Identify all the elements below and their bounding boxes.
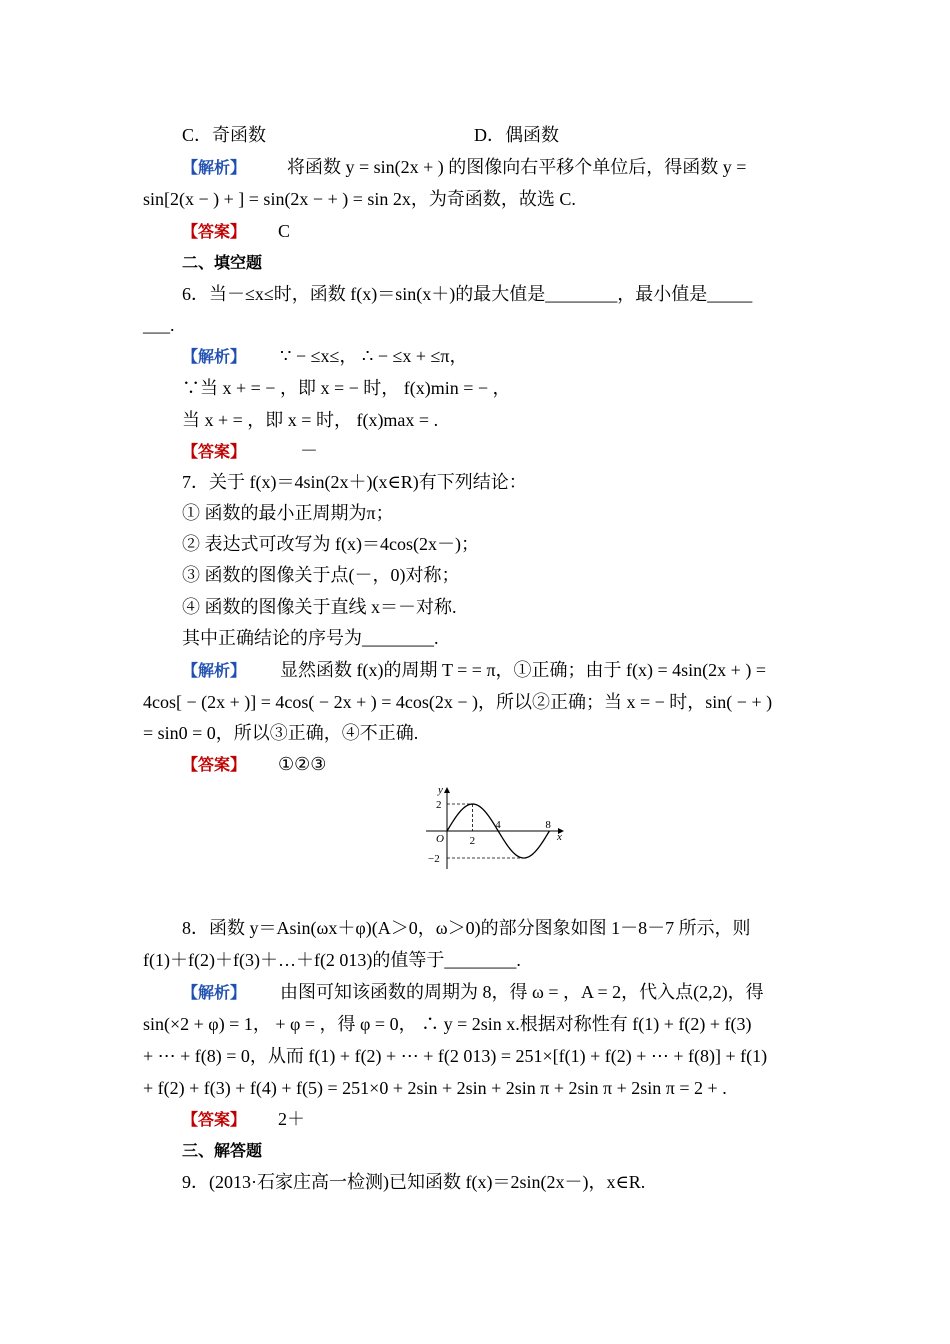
question-9: 9．(2013·石家庄高一检测)已知函数 f(x)＝2sin(2x－)，x∈R. (182, 1172, 646, 1192)
analysis-8-line1: 由图可知该函数的周期为 8，得 ω = ，A = 2，代入点(2,2)，得 (280, 982, 764, 1002)
analysis-6-line1: ∵ − ≤x≤， ∴ − ≤x + ≤π， (280, 346, 468, 366)
answer-label: 【答案】 (182, 442, 247, 461)
answer-5: C (278, 221, 291, 241)
analysis-6-line2: ∵当 x + = − ，即 x = − 时， f(x)min = − ， (182, 378, 511, 398)
answer-8: 2＋ (278, 1109, 305, 1129)
question-7-item2: ② 表达式可改写为 f(x)＝4cos(2x－)； (182, 534, 479, 554)
option-c: C．奇函数 (182, 125, 267, 145)
answer-label: 【答案】 (182, 1110, 247, 1129)
option-d: D．偶函数 (474, 125, 559, 145)
question-7-prompt: 其中正确结论的序号为________. (182, 628, 439, 648)
analysis-label: 【解析】 (182, 983, 247, 1002)
answer-7: ①②③ (278, 754, 327, 774)
answer-6: － (300, 441, 318, 461)
y-axis-arrow (444, 787, 450, 793)
analysis-text-5: 将函数 y = sin(2x + ) 的图像向右平移个单位后，得函数 y = (287, 157, 747, 177)
question-7-item1: ① 函数的最小正周期为π； (182, 503, 394, 523)
sine-graph (420, 783, 580, 873)
question-7-item4: ④ 函数的图像关于直线 x＝－对称. (182, 597, 457, 617)
question-8: 8．函数 y＝Asin(ωx＋φ)(A＞0，ω＞0)的部分图象如图 1－8－7 所示，则 (182, 918, 751, 938)
tick-label-x-4: 4 (495, 819, 501, 831)
question-6: 6．当－≤x≤时，函数 f(x)＝sin(x＋)的最大值是________，最小值是_____ (182, 284, 753, 304)
analysis-label: 【解析】 (182, 158, 247, 177)
analysis-text-5-cont: sin[2(x − ) + ] = sin(2x − + ) = sin 2x，为奇函数，故选 C. (143, 189, 576, 209)
answer-label: 【答案】 (182, 755, 247, 774)
question-7: 7．关于 f(x)＝4sin(2x＋)(x∈R)有下列结论： (182, 472, 527, 492)
analysis-8-line2: sin(×2 + φ) = 1， + φ = ，得 φ = 0， ∴ y = 2sin x.根据对称性有 f(1) + f(2) + f(3) (143, 1014, 752, 1034)
section-fill-blank: 二、填空题 (182, 253, 263, 272)
analysis-label: 【解析】 (182, 347, 247, 366)
tick-label-x-2: 2 (469, 835, 476, 847)
analysis-7-line3: = sin0 = 0，所以③正确，④不正确. (143, 723, 419, 743)
section-solution: 三、解答题 (182, 1141, 263, 1160)
question-8-cont: f(1)＋f(2)＋f(3)＋…＋f(2 013)的值等于________. (143, 950, 521, 970)
tick-label-x-8: 8 (545, 819, 551, 831)
question-6-cont: ___. (143, 315, 175, 335)
origin-label: O (436, 833, 444, 845)
analysis-8-line3: + ⋯ + f(8) = 0，从而 f(1) + f(2) + ⋯ + f(2 013) = 251×[f(1) + f(2) + ⋯ + f(8)] + f(1) (143, 1046, 768, 1066)
tick-label-y-neg2: −2 (428, 853, 440, 865)
y-axis-label: y (438, 784, 443, 796)
analysis-7-line2: 4cos[ − (2x + )] = 4cos( − 2x + ) = 4cos(2x − )，所以②正确；当 x = − 时，sin( − + ) (143, 692, 773, 712)
analysis-6-line3: 当 x + = ，即 x = 时， f(x)max = . (182, 410, 439, 430)
answer-label: 【答案】 (182, 222, 247, 241)
analysis-8-line4: + f(2) + f(3) + f(4) + f(5) = 251×0 + 2sin + 2sin + 2sin π + 2sin π + 2sin π = 2 + . (143, 1078, 727, 1098)
question-7-item3: ③ 函数的图像关于点(－，0)对称； (182, 565, 460, 585)
analysis-label: 【解析】 (182, 661, 247, 680)
analysis-7-line1: 显然函数 f(x)的周期 T = = π，①正确；由于 f(x) = 4sin(2x + ) = (280, 660, 766, 680)
x-axis-label: x (557, 831, 562, 843)
tick-label-y-2: 2 (436, 799, 442, 811)
